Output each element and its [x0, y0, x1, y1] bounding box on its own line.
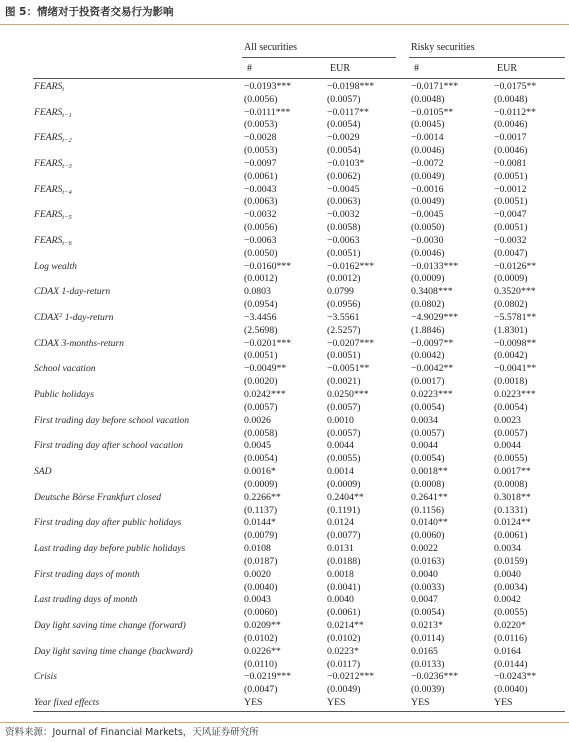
- coefficient-cell: 0.0040: [494, 568, 521, 580]
- std-error-cell: (0.0061): [244, 170, 278, 182]
- coefficient-cell: −0.0043: [244, 183, 277, 195]
- table-row: [0, 312, 569, 338]
- std-error-cell: (0.0051): [327, 350, 361, 362]
- coefficient-cell: 0.0018: [327, 568, 354, 580]
- row-label: [34, 646, 193, 659]
- row-label: [34, 107, 72, 120]
- std-error-cell: (0.0051): [494, 222, 528, 234]
- coefficient-cell: −0.0207***: [327, 337, 375, 349]
- std-error-cell: (0.0057): [494, 427, 528, 439]
- std-error-cell: (0.0056): [244, 93, 278, 105]
- coefficient-cell: −0.0171***: [411, 81, 459, 92]
- coefficient-cell: −0.0212***: [327, 671, 375, 683]
- std-error-cell: (0.0116): [494, 632, 528, 644]
- std-error-cell: (0.0054): [327, 119, 361, 131]
- coefficient-cell: 0.0017**: [494, 466, 531, 478]
- group-header-all-securities: All securities: [244, 42, 298, 53]
- row-label: [34, 209, 72, 222]
- std-error-cell: (0.0049): [327, 684, 361, 696]
- row-label-text: Deutsche Börse Frankfurt closed: [34, 491, 162, 503]
- std-error-cell: (0.0009): [411, 273, 445, 285]
- row-label: [34, 492, 161, 505]
- coefficient-cell: 0.2641**: [411, 491, 448, 503]
- row-label: [34, 697, 99, 710]
- std-error-cell: (0.0009): [327, 478, 361, 490]
- coefficient-cell: −0.0117**: [327, 106, 369, 118]
- coefficient-cell: −0.0097**: [411, 337, 454, 349]
- coefficient-cell: −0.0017: [494, 132, 527, 144]
- table-row: [0, 569, 569, 595]
- std-error-cell: (2.5257): [327, 324, 361, 336]
- table-row: [0, 594, 569, 620]
- coefficient-cell: −0.0133***: [411, 260, 459, 272]
- std-error-cell: (0.0102): [244, 632, 278, 644]
- table-row: [0, 440, 569, 466]
- std-error-cell: (0.0114): [411, 632, 445, 644]
- row-label-text: First trading day before school vacation: [34, 414, 189, 426]
- table-row: [0, 517, 569, 543]
- std-error-cell: (0.0054): [411, 401, 445, 413]
- coefficient-cell: −0.0081: [494, 158, 527, 169]
- row-label-text: Crisis: [34, 671, 57, 683]
- coefficient-cell: 0.0014: [327, 466, 354, 478]
- row-label-subscript: t−3: [62, 163, 72, 170]
- row-label-text: FEARS: [34, 106, 63, 118]
- coefficient-cell: 0.0023: [494, 414, 521, 426]
- column-header-eur-risky: EUR: [497, 63, 517, 74]
- row-label-subscript: t−1: [62, 111, 72, 119]
- coefficient-cell: −0.0175**: [494, 81, 537, 92]
- coefficient-cell: −0.0198***: [327, 81, 375, 92]
- table-row: [0, 620, 569, 646]
- coefficient-cell: −0.0072: [411, 158, 444, 169]
- table-row: [0, 209, 569, 235]
- std-error-cell: (0.0110): [244, 658, 278, 670]
- coefficient-cell: −0.0028: [244, 132, 277, 144]
- std-error-cell: (0.0041): [327, 581, 361, 593]
- std-error-cell: (0.0055): [494, 607, 528, 619]
- coefficient-cell: 0.0220*: [494, 620, 526, 632]
- coefficient-cell: 0.0250***: [327, 389, 369, 401]
- row-label: [34, 235, 72, 248]
- std-error-cell: (0.0051): [494, 196, 528, 208]
- row-label-text: Day light saving time change (forward): [34, 620, 186, 632]
- coefficient-cell: −0.0032: [494, 235, 527, 247]
- std-error-cell: (0.1137): [244, 504, 278, 516]
- coefficient-cell: YES: [244, 697, 263, 709]
- group-header-risky-securities: Risky securities: [411, 42, 475, 53]
- coefficient-cell: −0.0063: [244, 235, 277, 247]
- coefficient-cell: 0.0047: [411, 594, 438, 606]
- coefficient-cell: 0.0214**: [327, 620, 364, 632]
- std-error-cell: (0.0055): [494, 453, 528, 465]
- row-label-subscript: t−2: [62, 137, 72, 145]
- std-error-cell: (0.0188): [327, 555, 361, 567]
- coefficient-cell: 0.0124: [327, 517, 354, 529]
- std-error-cell: (0.0039): [411, 684, 445, 696]
- row-label-superscript: 2: [59, 312, 63, 320]
- std-error-cell: (0.0049): [411, 196, 445, 208]
- row-label: [34, 132, 72, 145]
- coefficient-cell: −0.0049**: [244, 363, 287, 375]
- coefficient-cell: 0.0165: [411, 645, 438, 657]
- coefficient-cell: −0.0098**: [494, 337, 537, 349]
- coefficient-cell: 0.0209**: [244, 620, 281, 632]
- coefficient-cell: −4.9029***: [411, 312, 459, 324]
- std-error-cell: (0.0017): [411, 376, 445, 388]
- std-error-cell: (0.0021): [327, 376, 361, 388]
- row-label-text: FEARS: [34, 132, 63, 144]
- std-error-cell: (0.0054): [411, 607, 445, 619]
- coefficient-cell: 0.2404**: [327, 491, 364, 503]
- coefficient-cell: −0.0063: [327, 235, 360, 247]
- row-label-text: Public holidays: [34, 389, 94, 401]
- coefficient-cell: 0.3408***: [411, 286, 453, 298]
- std-error-cell: (0.0077): [327, 530, 361, 542]
- row-label-text: Log wealth: [34, 260, 77, 272]
- std-error-cell: (0.0047): [494, 247, 528, 259]
- coefficient-cell: −0.0201***: [244, 337, 292, 349]
- std-error-cell: (0.0954): [244, 299, 278, 311]
- coefficient-cell: −0.0047: [494, 209, 527, 221]
- std-error-cell: (0.1156): [411, 504, 445, 516]
- table-row: [0, 184, 569, 210]
- std-error-cell: (0.0009): [494, 273, 528, 285]
- std-error-cell: (0.0009): [244, 478, 278, 490]
- row-label-suffix: 1-day-return: [62, 312, 114, 324]
- std-error-cell: (0.0050): [244, 247, 278, 259]
- row-label-text: FEARS: [34, 81, 63, 92]
- std-error-cell: (0.0187): [244, 555, 278, 567]
- coefficient-cell: 0.0144*: [244, 517, 276, 529]
- table-row: [0, 466, 569, 492]
- std-error-cell: (0.0057): [327, 427, 361, 439]
- coefficient-cell: 0.0164: [494, 645, 521, 657]
- std-error-cell: (0.0144): [494, 658, 528, 670]
- table-row: [0, 389, 569, 415]
- table-row: [0, 81, 569, 107]
- coefficient-cell: −0.0045: [411, 209, 444, 221]
- row-label-text: First trading day after school vacation: [34, 440, 183, 452]
- row-label-text: CDAX 3-months-return: [34, 337, 124, 349]
- std-error-cell: (0.0058): [327, 222, 361, 234]
- table-row: [0, 492, 569, 518]
- table-row: [0, 363, 569, 389]
- std-error-cell: (0.0956): [327, 299, 361, 311]
- coefficient-cell: 0.0108: [244, 543, 271, 555]
- table-end-rule: [33, 711, 565, 712]
- row-label-text: Year fixed effects: [34, 697, 100, 709]
- std-error-cell: (0.0012): [327, 273, 361, 285]
- row-label-text: CDAX: [34, 312, 60, 324]
- coefficient-cell: 0.0034: [494, 543, 521, 555]
- std-error-cell: (0.0061): [494, 530, 528, 542]
- std-error-cell: (0.0034): [494, 581, 528, 593]
- coefficient-cell: 0.0131: [327, 543, 354, 555]
- row-label-text: CDAX 1-day-return: [34, 286, 111, 298]
- std-error-cell: (0.0048): [411, 93, 445, 105]
- row-label: [34, 312, 113, 325]
- row-label: [34, 569, 140, 582]
- std-error-cell: (0.0056): [244, 222, 278, 234]
- coefficient-cell: −0.0041**: [494, 363, 537, 375]
- coefficient-cell: 0.0044: [411, 440, 438, 452]
- std-error-cell: (0.0046): [411, 145, 445, 157]
- coefficient-cell: 0.0044: [494, 440, 521, 452]
- std-error-cell: (0.0057): [327, 401, 361, 413]
- std-error-cell: (0.0057): [327, 93, 361, 105]
- std-error-cell: (0.1191): [327, 504, 361, 516]
- row-label: [34, 158, 72, 171]
- row-label-text: FEARS: [34, 158, 63, 169]
- table-row: [0, 132, 569, 158]
- std-error-cell: (0.0102): [327, 632, 361, 644]
- std-error-cell: (0.0046): [494, 145, 528, 157]
- std-error-cell: (0.0033): [411, 581, 445, 593]
- column-header-count-risky: #: [414, 63, 419, 74]
- std-error-cell: (0.0055): [327, 453, 361, 465]
- std-error-cell: (0.0061): [327, 607, 361, 619]
- table-row: [0, 286, 569, 312]
- std-error-cell: (1.8301): [494, 324, 528, 336]
- coefficient-cell: −0.0012: [494, 183, 527, 195]
- std-error-cell: (0.0063): [327, 196, 361, 208]
- row-label-text: First trading days of month: [34, 568, 140, 580]
- table-row: [0, 543, 569, 569]
- table-row: [0, 671, 569, 697]
- coefficient-cell: −0.0126**: [494, 260, 537, 272]
- table-row: [0, 697, 569, 723]
- coefficient-cell: 0.3018**: [494, 491, 531, 503]
- coefficient-cell: −0.0103*: [327, 158, 365, 169]
- coefficient-cell: −0.0112**: [494, 106, 536, 118]
- std-error-cell: (0.0054): [494, 401, 528, 413]
- coefficient-cell: −0.0236***: [411, 671, 459, 683]
- std-error-cell: (0.0060): [244, 607, 278, 619]
- coefficient-cell: 0.0045: [244, 440, 271, 452]
- row-label: [34, 415, 189, 428]
- row-label: [34, 338, 124, 351]
- row-label: [34, 671, 57, 684]
- std-error-cell: (0.0060): [411, 530, 445, 542]
- std-error-cell: (0.0008): [494, 478, 528, 490]
- coefficient-cell: −0.0193***: [244, 81, 292, 92]
- row-label: [34, 466, 52, 479]
- coefficient-cell: −0.0032: [244, 209, 277, 221]
- coefficient-cell: −0.0111***: [244, 106, 291, 118]
- coefficient-cell: −0.0105**: [411, 106, 454, 118]
- header-rule: [33, 78, 565, 79]
- column-header-count-all: #: [247, 63, 252, 74]
- coefficient-cell: YES: [327, 697, 346, 709]
- row-label-text: FEARS: [34, 235, 63, 247]
- std-error-cell: (0.0054): [327, 145, 361, 157]
- coefficient-cell: 0.0010: [327, 414, 354, 426]
- std-error-cell: (0.0079): [244, 530, 278, 542]
- row-label: [34, 517, 181, 530]
- coefficient-cell: 0.3520***: [494, 286, 536, 298]
- std-error-cell: (0.0050): [411, 222, 445, 234]
- std-error-cell: (0.0051): [494, 170, 528, 182]
- coefficient-cell: 0.0803: [244, 286, 271, 298]
- std-error-cell: (0.0046): [411, 247, 445, 259]
- coefficient-cell: −0.0219***: [244, 671, 292, 683]
- std-error-cell: (0.0053): [244, 119, 278, 131]
- std-error-cell: (0.0058): [244, 427, 278, 439]
- row-label-subscript: t−6: [62, 240, 72, 248]
- coefficient-cell: 0.0044: [327, 440, 354, 452]
- row-label: [34, 261, 77, 274]
- std-error-cell: (0.0053): [244, 145, 278, 157]
- coefficient-cell: 0.0799: [327, 286, 354, 298]
- std-error-cell: (0.0045): [411, 119, 445, 131]
- std-error-cell: (0.1331): [494, 504, 528, 516]
- std-error-cell: (0.0117): [327, 658, 361, 670]
- std-error-cell: (0.0049): [411, 170, 445, 182]
- coefficient-cell: 0.0223*: [327, 645, 359, 657]
- std-error-cell: (1.8846): [411, 324, 445, 336]
- coefficient-cell: 0.0040: [327, 594, 354, 606]
- std-error-cell: (0.0133): [411, 658, 445, 670]
- std-error-cell: (0.0018): [494, 376, 528, 388]
- row-label: [34, 440, 183, 453]
- std-error-cell: (0.0159): [494, 555, 528, 567]
- coefficient-cell: 0.0223***: [494, 389, 536, 401]
- coefficient-cell: −0.0243**: [494, 671, 537, 683]
- coefficient-cell: −5.5781**: [494, 312, 537, 324]
- std-error-cell: (0.0802): [411, 299, 445, 311]
- title-divider: [0, 24, 569, 25]
- std-error-cell: (0.0020): [244, 376, 278, 388]
- std-error-cell: (0.0051): [244, 350, 278, 362]
- row-label-text: Last trading days of month: [34, 594, 138, 606]
- group-underline-risky: [409, 57, 565, 58]
- std-error-cell: (0.0802): [494, 299, 528, 311]
- std-error-cell: (0.0048): [494, 93, 528, 105]
- std-error-cell: (0.0051): [327, 247, 361, 259]
- table-row: [0, 158, 569, 184]
- coefficient-cell: −0.0162***: [327, 260, 375, 272]
- coefficient-cell: 0.0124**: [494, 517, 531, 529]
- table-row: [0, 415, 569, 441]
- table-row: [0, 261, 569, 287]
- row-label-text: SAD: [34, 466, 52, 478]
- coefficient-cell: −0.0029: [327, 132, 360, 144]
- coefficient-cell: 0.0213*: [411, 620, 443, 632]
- std-error-cell: (0.0054): [244, 453, 278, 465]
- source-note: 资料来源：Journal of Financial Markets，天风证券研究所: [5, 727, 259, 738]
- row-label: [34, 81, 64, 94]
- std-error-cell: (0.0057): [411, 427, 445, 439]
- coefficient-cell: −0.0051**: [327, 363, 370, 375]
- coefficient-cell: −3.4456: [244, 312, 277, 324]
- row-label-text: FEARS: [34, 209, 63, 221]
- figure-title: 图 5：情绪对于投资者交易行为影响: [5, 6, 174, 18]
- coefficient-cell: −0.0042**: [411, 363, 454, 375]
- table-row: [0, 338, 569, 364]
- coefficient-cell: 0.0043: [244, 594, 271, 606]
- row-label-subscript: t: [62, 86, 65, 93]
- coefficient-cell: 0.2266**: [244, 491, 281, 503]
- source-divider: [0, 722, 569, 723]
- std-error-cell: (0.0163): [411, 555, 445, 567]
- coefficient-cell: 0.0223***: [411, 389, 453, 401]
- std-error-cell: (0.0047): [244, 684, 278, 696]
- std-error-cell: (0.0040): [494, 684, 528, 696]
- row-label-text: FEARS: [34, 183, 63, 195]
- row-label: [34, 184, 72, 197]
- coefficient-cell: −0.0032: [327, 209, 360, 221]
- coefficient-cell: −3.5561: [327, 312, 360, 324]
- coefficient-cell: 0.0022: [411, 543, 438, 555]
- coefficient-cell: 0.0140**: [411, 517, 448, 529]
- coefficient-cell: 0.0042: [494, 594, 521, 606]
- row-label: [34, 594, 137, 607]
- row-label-text: First trading day after public holidays: [34, 517, 182, 529]
- group-underline-all: [242, 57, 396, 58]
- coefficient-cell: 0.0026: [244, 414, 271, 426]
- coefficient-cell: 0.0034: [411, 414, 438, 426]
- std-error-cell: (0.0054): [411, 453, 445, 465]
- row-label-text: Last trading day before public holidays: [34, 543, 186, 555]
- table-row: [0, 107, 569, 133]
- coefficient-cell: 0.0020: [244, 568, 271, 580]
- coefficient-cell: 0.0040: [411, 568, 438, 580]
- coefficient-cell: −0.0030: [411, 235, 444, 247]
- row-label: [34, 620, 186, 633]
- coefficient-cell: −0.0045: [327, 183, 360, 195]
- coefficient-cell: YES: [494, 697, 513, 709]
- row-label-text: School vacation: [34, 363, 96, 375]
- column-header-eur-all: EUR: [330, 63, 350, 74]
- std-error-cell: (0.0042): [411, 350, 445, 362]
- std-error-cell: (0.0012): [244, 273, 278, 285]
- coefficient-cell: −0.0160***: [244, 260, 292, 272]
- row-label-subscript: t−4: [62, 188, 72, 196]
- row-label: [34, 543, 185, 556]
- coefficient-cell: 0.0242***: [244, 389, 286, 401]
- std-error-cell: (0.0040): [244, 581, 278, 593]
- std-error-cell: (2.5698): [244, 324, 278, 336]
- row-label: [34, 363, 96, 376]
- std-error-cell: (0.0042): [494, 350, 528, 362]
- std-error-cell: (0.0062): [327, 170, 361, 182]
- coefficient-cell: 0.0016*: [244, 466, 276, 478]
- std-error-cell: (0.0057): [244, 401, 278, 413]
- coefficient-cell: −0.0016: [411, 183, 444, 195]
- std-error-cell: (0.0046): [494, 119, 528, 131]
- row-label: [34, 286, 110, 299]
- table-row: [0, 646, 569, 672]
- std-error-cell: (0.0008): [411, 478, 445, 490]
- table-row: [0, 235, 569, 261]
- row-label: [34, 389, 94, 402]
- coefficient-cell: −0.0014: [411, 132, 444, 144]
- row-label-subscript: t−5: [62, 214, 72, 222]
- coefficient-cell: YES: [411, 697, 430, 709]
- coefficient-cell: −0.0097: [244, 158, 277, 169]
- coefficient-cell: 0.0018**: [411, 466, 448, 478]
- coefficient-cell: 0.0226**: [244, 645, 281, 657]
- std-error-cell: (0.0063): [244, 196, 278, 208]
- row-label-text: Day light saving time change (backward): [34, 645, 193, 657]
